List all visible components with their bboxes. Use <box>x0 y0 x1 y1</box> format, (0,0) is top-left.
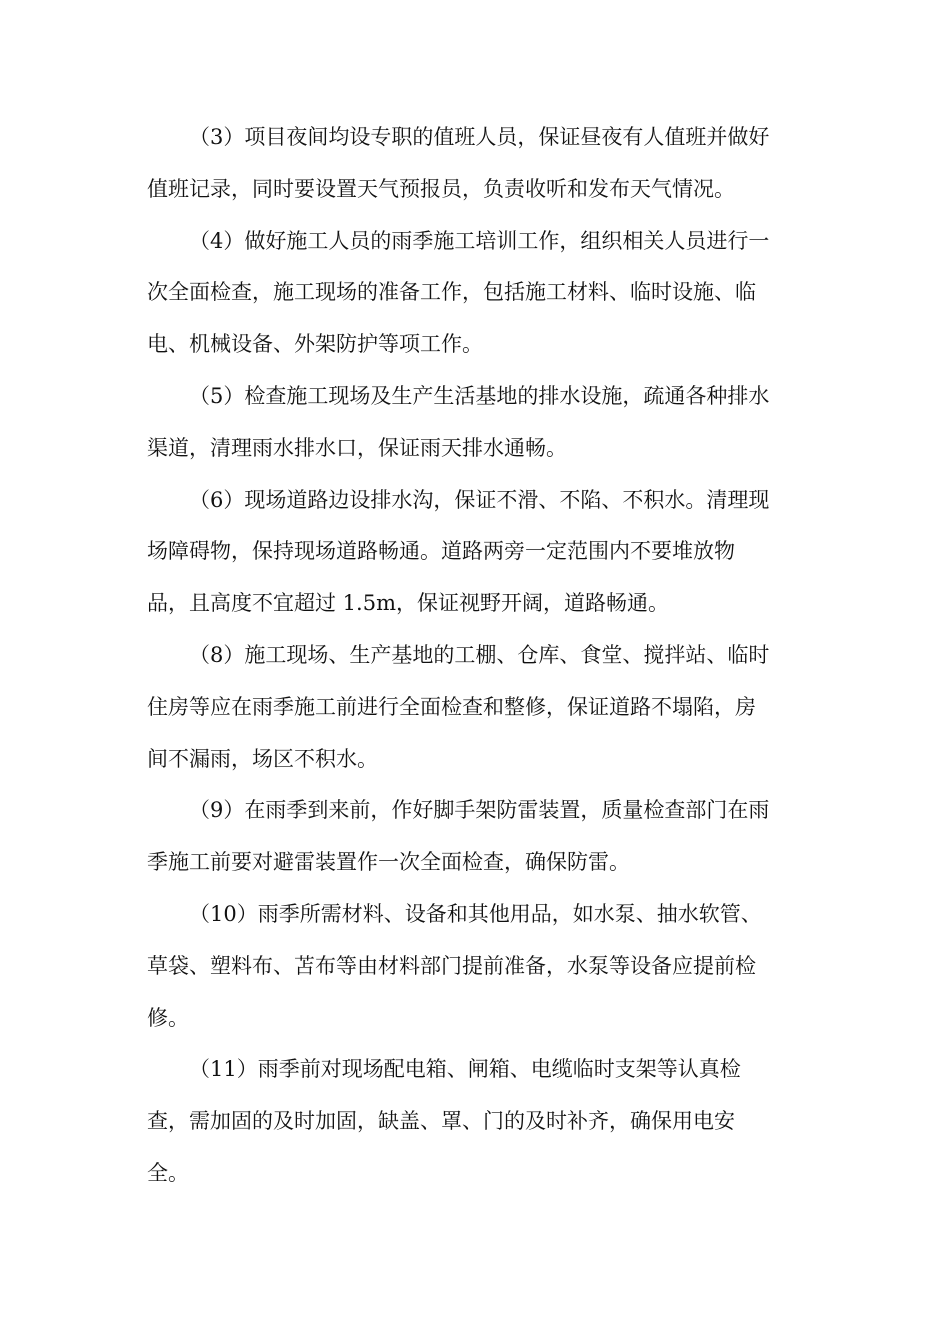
paragraph-line: 值班记录，同时要设置天气预报员，负责收听和发布天气情况。 <box>147 176 735 201</box>
paragraph-3 <box>147 112 807 216</box>
paragraph-line: 修。 <box>147 1005 189 1030</box>
paragraph-8 <box>147 630 807 785</box>
paragraph-line: 全。 <box>147 1160 189 1185</box>
paragraph-line: 草袋、塑料布、苫布等由材料部门提前准备，水泵等设备应提前检 <box>147 953 756 978</box>
paragraph-line: （3）项目夜间均设专职的值班人员，保证昼夜有人值班并做好 <box>189 125 770 149</box>
paragraph-10 <box>147 889 807 1044</box>
paragraph-6 <box>147 475 807 630</box>
paragraph-line: 间不漏雨，场区不积水。 <box>147 746 378 771</box>
paragraph-line: （5）检查施工现场及生产生活基地的排水设施，疏通各种排水 <box>189 383 770 408</box>
paragraph-line: （8）施工现场、生产基地的工棚、仓库、食堂、搅拌站、临时 <box>189 642 770 667</box>
paragraph-line: （6）现场道路边设排水沟，保证不滑、不陷、不积水。清理现 <box>189 487 770 512</box>
paragraph-line: （11）雨季前对现场配电箱、闸箱、电缆临时支架等认真检 <box>189 1057 741 1082</box>
paragraph-line: 场障碍物，保持现场道路畅通。道路两旁一定范围内不要堆放物 <box>147 539 735 564</box>
paragraph-5 <box>147 371 807 475</box>
paragraph-line: （9）在雨季到来前，作好脚手架防雷装置，质量检查部门在雨 <box>189 798 770 823</box>
paragraph-line: 季施工前要对避雷装置作一次全面检查，确保防雷。 <box>147 850 630 875</box>
paragraph-line: （10）雨季所需材料、设备和其他用品，如水泵、抽水软管、 <box>189 901 762 926</box>
paragraph-line: 住房等应在雨季施工前进行全面检查和整修，保证道路不塌陷，房 <box>147 694 756 719</box>
paragraph-line: 品，且高度不宜超过 1.5m，保证视野开阔，道路畅通。 <box>147 591 669 616</box>
paragraph-line: 次全面检查，施工现场的准备工作，包括施工材料、临时设施、临 <box>147 280 756 305</box>
paragraph-9 <box>147 785 807 889</box>
paragraph-line: 查，需加固的及时加固，缺盖、罩、门的及时补齐，确保用电安 <box>147 1109 735 1134</box>
paragraph-11 <box>147 1044 807 1199</box>
paragraph-4 <box>147 216 807 371</box>
paragraph-line: 电、机械设备、外架防护等项工作。 <box>147 332 483 357</box>
paragraph-line: （4）做好施工人员的雨季施工培训工作，组织相关人员进行一 <box>189 228 770 253</box>
document-body <box>147 112 807 1200</box>
paragraph-line: 渠道，清理雨水排水口，保证雨天排水通畅。 <box>147 435 567 460</box>
